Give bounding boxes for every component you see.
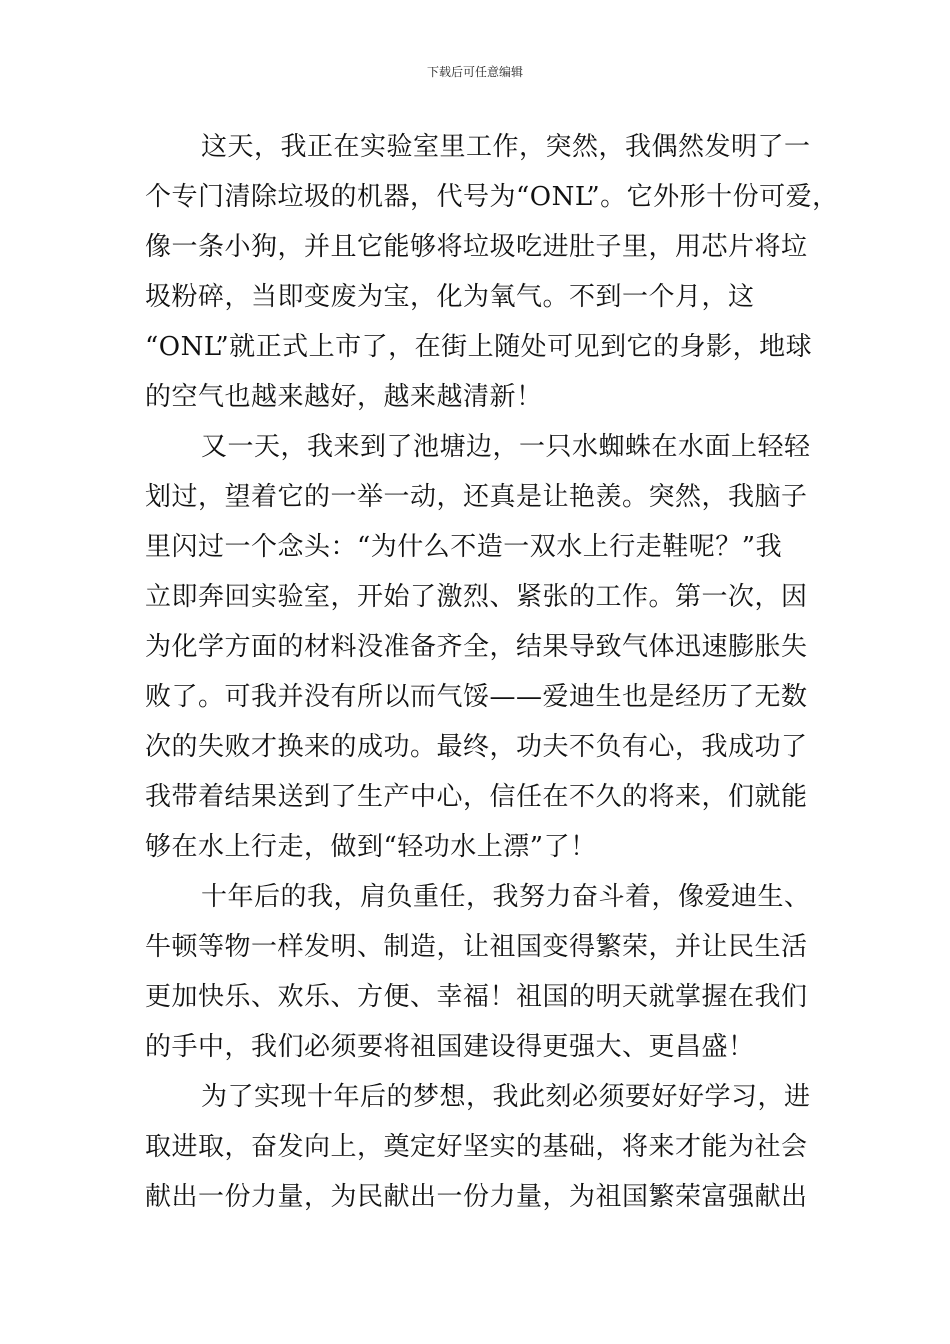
text-line: 次的失败才换来的成功。最终，功夫不负有心，我成功了 — [145, 732, 808, 762]
paragraph-3 — [145, 872, 813, 1072]
paragraph-1 — [145, 122, 839, 422]
text-line: 十年后的我，肩负重任，我努力奋斗着，像爱迪生、 — [201, 882, 811, 912]
text-line: 献出一份力量，为民献出一份力量，为祖国繁荣富强献出 — [145, 1182, 808, 1212]
text-line: 的手中，我们必须要将祖国建设得更强大、更昌盛！ — [145, 1032, 755, 1062]
text-line: 够在水上行走，做到“轻功水上漂”了！ — [145, 832, 597, 862]
text-line: 立即奔回实验室，开始了激烈、紧张的工作。第一次，因 — [145, 582, 808, 612]
paragraph-2 — [145, 422, 813, 872]
text-line: 败了。可我并没有所以而气馁——爱迪生也是经历了无数 — [145, 682, 808, 712]
document-body — [145, 122, 839, 1222]
text-line: 划过，望着它的一举一动，还真是让艳羡。突然，我脑子 — [145, 482, 808, 512]
text-line: 取进取，奋发向上，奠定好坚实的基础，将来才能为社会 — [145, 1132, 808, 1162]
page-header: 下载后可任意编辑 — [426, 65, 523, 79]
text-line: 圾粉碎，当即变废为宝，化为氧气。不到一个月，这 — [145, 282, 755, 312]
text-line: 牛顿等物一样发明、制造，让祖国变得繁荣，并让民生活 — [145, 932, 808, 962]
text-line: 更加快乐、欢乐、方便、幸福！祖国的明天就掌握在我们 — [145, 982, 808, 1012]
text-line: 个专门清除垃圾的机器，代号为“ONL”。它外形十份可爱， — [145, 182, 839, 212]
text-line: 我带着结果送到了生产中心，信任在不久的将来，们就能 — [145, 782, 808, 812]
paragraph-4 — [145, 1072, 813, 1222]
text-line: 这天，我正在实验室里工作，突然，我偶然发明了一 — [201, 132, 811, 162]
text-line: 里闪过一个念头：“为什么不造一双水上行走鞋呢？”我 — [145, 532, 783, 562]
text-line: 为了实现十年后的梦想，我此刻必须要好好学习，进 — [201, 1082, 811, 1112]
text-line: 为化学方面的材料没准备齐全，结果导致气体迅速膨胀失 — [145, 632, 808, 662]
text-line: “ONL”就正式上市了，在街上随处可见到它的身影，地球 — [145, 332, 813, 362]
text-line: 又一天，我来到了池塘边，一只水蜘蛛在水面上轻轻 — [201, 432, 811, 462]
text-line: 的空气也越来越好，越来越清新！ — [145, 382, 543, 412]
text-line: 像一条小狗，并且它能够将垃圾吃进肚子里，用芯片将垃 — [145, 232, 808, 262]
